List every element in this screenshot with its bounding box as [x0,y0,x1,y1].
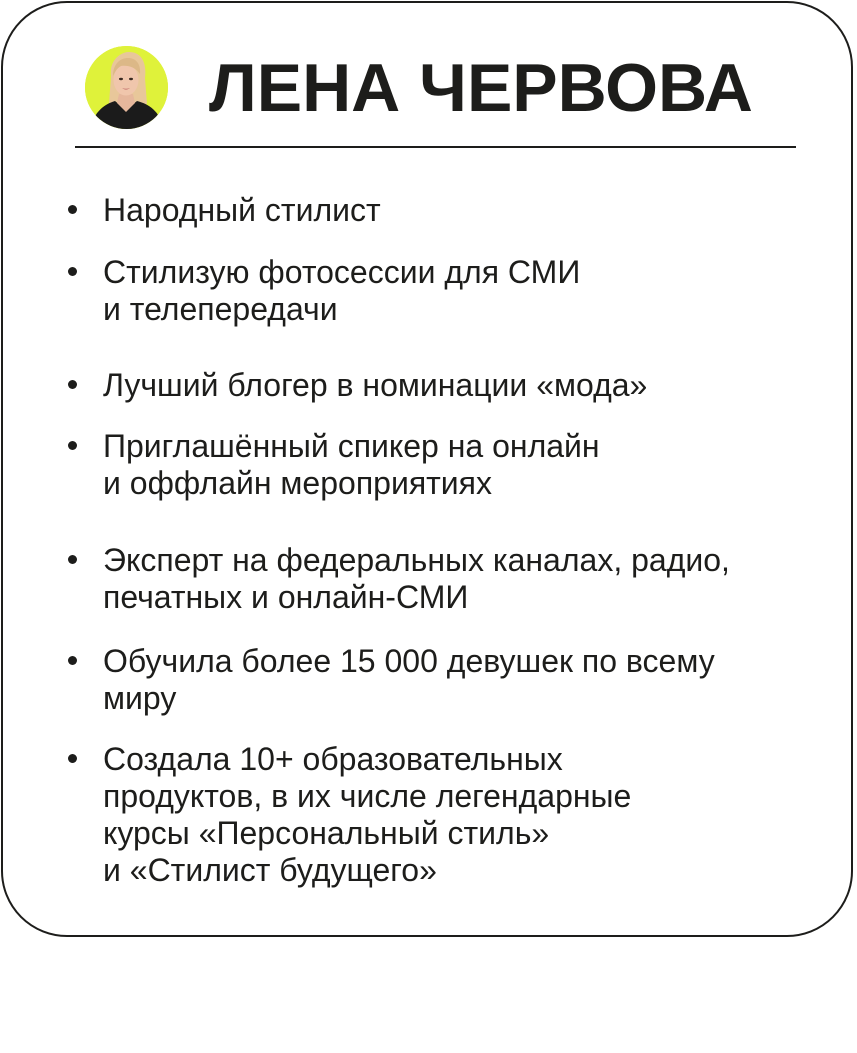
bullet-icon [68,754,77,763]
fact-text: Эксперт на федеральных каналах, радио, печатных и онлайн-СМИ [103,542,730,615]
bullet-icon [68,267,77,276]
bullet-icon [68,380,77,389]
bullet-icon [68,205,77,214]
fact-text: Лучший блогер в номинации «мода» [103,367,648,403]
profile-name: ЛЕНА ЧЕРВОВА [209,50,753,126]
bullet-icon [68,555,77,564]
avatar-portrait [85,46,168,129]
fact-text: Создала 10+ образовательных продуктов, в их числе легендарные курсы «Персональный стиль» и «Стилист будущего» [103,741,632,888]
bullet-icon [68,441,77,450]
fact-text: Народный стилист [103,192,381,228]
divider [75,146,796,148]
avatar [85,46,168,129]
fact-text: Обучила более 15 000 девушек по всему миру [103,643,715,716]
bullet-icon [68,656,77,665]
fact-text: Приглашённый спикер на онлайн и оффлайн мероприятиях [103,428,600,501]
fact-text: Стилизую фотосессии для СМИ и телепередачи [103,254,581,327]
